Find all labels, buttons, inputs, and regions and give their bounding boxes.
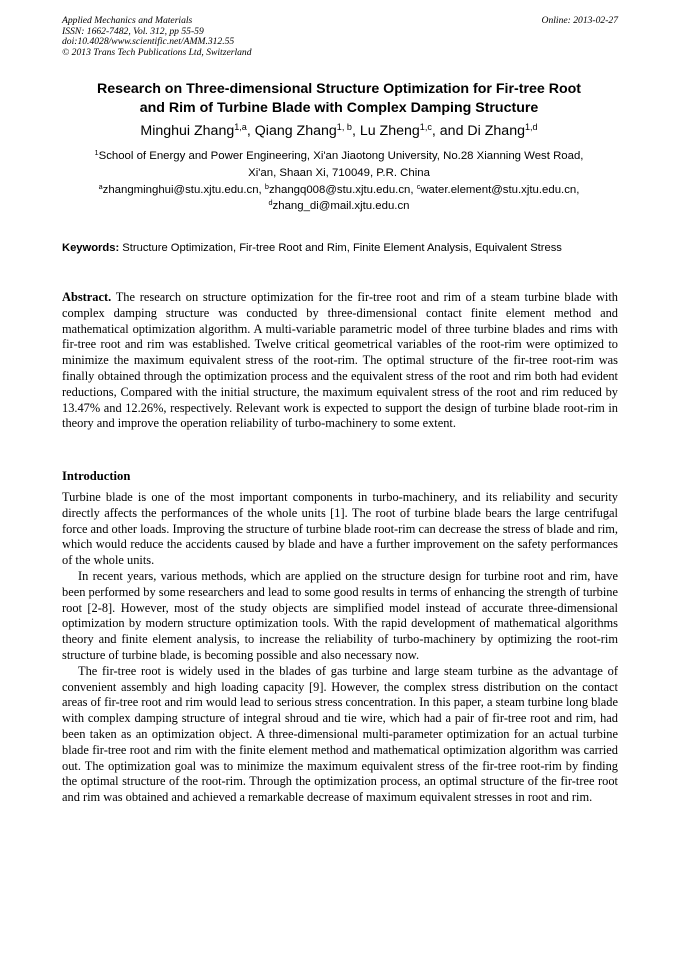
paragraph: Turbine blade is one of the most important components in turbo-machinery, and its reliability and security directly affects the performances of the whole units [1]. The root of turbine blade bears the large centrifugal force and other loads. Improving the structure of turbine blade root-rim can decrease the stress of blade and rim, which would reduce the accidents caused by blade and have a further improvement on the safety performances of the whole units. <box>62 490 618 568</box>
abstract-text: The research on structure optimization for the fir-tree root and rim of a steam turbine blade with complex damping structure was conducted by three-dimensional contact finite element method and mathematical optimization algorithm. A multi-variable parametric model of three turbine blades and rims with fir-tree root and rim was established. Twelve critical geometrical variables of the root-rim were optimized to minimize the maximum equivalent stress of the root-rim. The optimal structure of the fir-tree root-rim was finally obtained through the optimization process and the equivalent stress of the root and rim both had evident reductions, Compared with the initial structure, the maximum equivalent stress of the root and rim reduced by 13.47% and 12.26%, respectively. Relevant work is expected to support the design of turbine blade root-rim in theory and improve the operation reliability of turbo-machinery to some extent. <box>62 290 618 431</box>
doi: doi:10.4028/www.scientific.net/AMM.312.55 <box>62 36 235 48</box>
title-line-2: and Rim of Turbine Blade with Complex Damping Structure <box>139 100 539 116</box>
affiliation-sup: 1 <box>94 148 99 158</box>
section-heading: Introduction <box>62 469 131 483</box>
email-address: zhang_di@mail.xjtu.edu.cn <box>272 199 410 212</box>
paper-title <box>40 80 638 118</box>
email-sup: d <box>268 197 273 207</box>
keywords-text: Structure Optimization, Fir-tree Root and Rim, Finite Element Analysis, Equivalent Stress <box>119 242 562 254</box>
abstract-label: Abstract. <box>62 290 112 304</box>
affiliation-line-1: School of Energy and Power Engineering, Xi'an Jiaotong University, No.28 Xianning West Road, <box>98 150 584 162</box>
author-separator: , <box>246 123 255 139</box>
journal-name: Applied Mechanics and Materials <box>62 15 193 26</box>
author-sup: 1,d <box>524 122 538 133</box>
email-sup: a <box>98 182 103 192</box>
copyright: © 2013 Trans Tech Publications Ltd, Switzerland <box>62 46 252 58</box>
paragraph: The fir-tree root is widely used in the blades of gas turbine and large steam turbine as the advantage of convenient assembly and high loading capacity [9]. However, the complex stress distribution on the contact areas of fir-tree root and rim would lead to serious stress concentration. In this paper, a steam turbine long blade with complex damping structure of integral shroud and tie wire, which had a pair of fir-tree root and rim, had been taken as an optimization object. A three-dimensional multi-parameter optimization for an actual turbine blade fir-tree root and rim with the finite element method and mathematical optimization algorithm was carried out. The optimization goal was to minimize the maximum equivalent stress of the fir-tree root-rim by finding the optimal structure of the root-rim. Through the optimization process, an optimal structure of the fir-tree root and rim was obtained and achieved a remarkable decrease of maximum equivalent stresses in root and rim. <box>62 663 618 805</box>
abstract <box>62 290 618 432</box>
author-name: Qiang Zhang <box>254 123 337 139</box>
author-sup: 1,c <box>419 122 432 133</box>
email-sup: c <box>416 182 421 192</box>
paragraph: In recent years, various methods, which are applied on the structure design for turbine root and rim, have been performed by some researchers and lead to some good results in terms of enhancing the strength of turbine root [2-8]. However, most of the study objects are simplified model instead of accurate three-dimensional optimization by modern structure optimization tools. With the rapid development of mathematical algorithms theory and finite element analysis, to increase the reliability of turbo-machinery by optimizing the root-rim structure of turbine blade, is becoming possible and also necessary now. <box>62 568 618 662</box>
affiliation <box>52 148 626 182</box>
issn: ISSN: 1662-7482, Vol. 312, pp 55-59 <box>62 25 204 37</box>
email-address: zhangq008@stu.xjtu.edu.cn, <box>268 184 417 196</box>
email-sup: b <box>264 182 269 192</box>
online-date: Online: 2013-02-27 <box>541 15 618 26</box>
author-name: Lu Zheng <box>359 123 420 139</box>
author-sup: 1, b <box>336 122 352 133</box>
introduction-body <box>62 490 618 806</box>
email-address: water.element@stu.xjtu.edu.cn, <box>420 184 580 196</box>
author-sup: 1,a <box>234 122 247 133</box>
author-name: Di Zhang <box>467 123 525 139</box>
keywords-label: Keywords: <box>62 242 120 254</box>
affiliation-line-2: Xi'an, Shaan Xi, 710049, P.R. China <box>248 167 430 179</box>
email-address: zhangminghui@stu.xjtu.edu.cn, <box>102 184 265 196</box>
title-line-1: Research on Three-dimensional Structure Optimization for Fir-tree Root <box>96 81 582 97</box>
keywords <box>62 241 618 256</box>
author-separator: , <box>351 123 360 139</box>
author-separator: , and <box>431 123 468 139</box>
author-name: Minghui Zhang <box>140 123 235 139</box>
author-list <box>30 122 648 140</box>
journal-header <box>62 16 618 58</box>
email-list <box>40 183 638 214</box>
